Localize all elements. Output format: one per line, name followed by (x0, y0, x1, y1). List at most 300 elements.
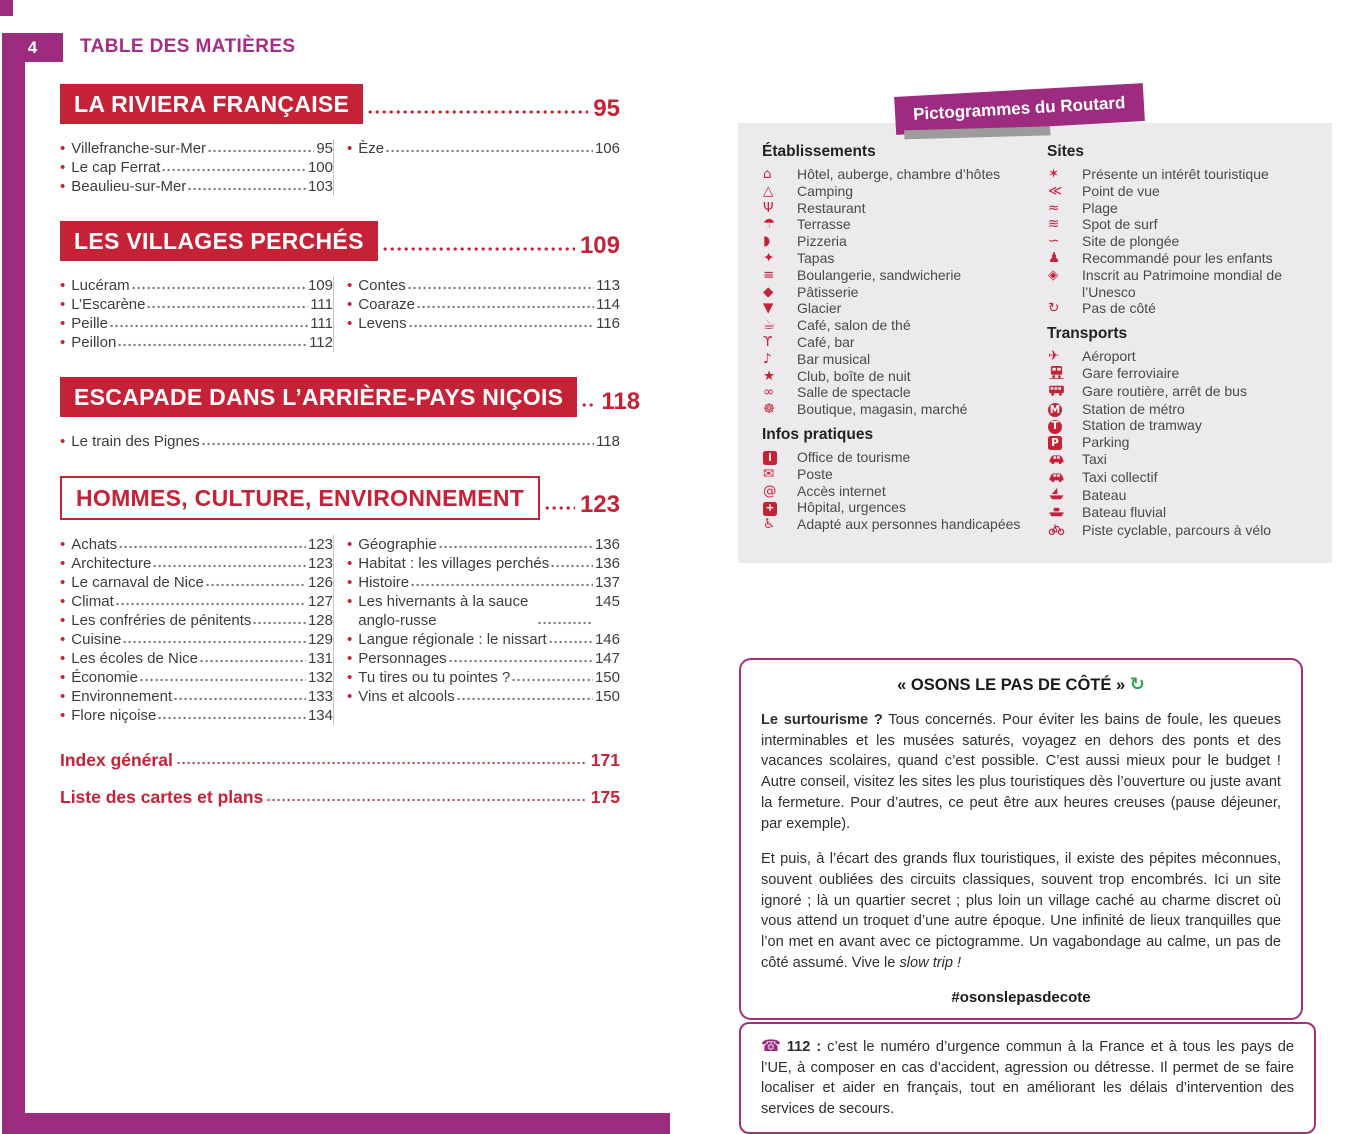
toc-entry-page: 132 (307, 669, 333, 686)
pictogram-row (762, 300, 1047, 317)
phone-icon: ☎ (761, 1036, 783, 1055)
toc-entry-label: Vins et alcools (358, 688, 455, 705)
toc-entry-page: 109 (307, 277, 333, 294)
bullet-icon: • (60, 669, 66, 686)
toc-section (60, 377, 641, 451)
page-number-box (2, 33, 63, 62)
pictogram-label: Gare routière, arrêt de bus (1082, 382, 1247, 399)
pictogram-row (762, 267, 1047, 284)
bullet-icon: • (60, 650, 66, 667)
pictogram-group-heading: Établissements (762, 143, 876, 160)
pictogram-row (1047, 250, 1317, 267)
bullet-icon: • (347, 140, 353, 157)
leader-dots (147, 304, 308, 310)
page-title: TABLE DES MATIÈRES (80, 36, 296, 57)
metro-icon (1047, 401, 1082, 418)
toc-entry-page: 95 (316, 140, 333, 157)
bullet-icon: • (60, 178, 66, 195)
pictogram-label: Point de vue (1082, 182, 1160, 199)
toc-section-page: 109 (579, 232, 620, 259)
bullet-icon: • (60, 631, 66, 648)
post-office-icon: ✉ (763, 465, 775, 482)
toc-entry-page: 136 (594, 536, 620, 553)
toc-entry (347, 554, 620, 573)
pictogram-row (762, 284, 1047, 301)
pictogram-label: Parking (1082, 434, 1130, 451)
toc-entry-page: 147 (594, 650, 620, 667)
leader-dots (449, 658, 593, 664)
leader-dots (162, 167, 305, 173)
pictogram-group-heading: Transports (1047, 325, 1128, 343)
bullet-icon: • (347, 536, 353, 553)
toc-entry-label: Le carnaval de Nice (71, 574, 204, 591)
bullet-icon: • (347, 631, 353, 648)
leader-dots (118, 342, 307, 348)
pictogram-label: Poste (797, 465, 833, 482)
pictogram-row (762, 401, 1047, 418)
pictogram-row (762, 466, 1047, 483)
pictogram-row (762, 250, 1047, 267)
toc-entry-label: Les écoles de Nice (71, 650, 199, 667)
wheelchair-icon: ♿ (763, 516, 776, 533)
toc-entry-label: Habitat : les villages perchés (358, 555, 550, 572)
toc-entry-page: 129 (307, 631, 333, 648)
pictogram-row (762, 166, 1047, 183)
leader-dots (408, 285, 594, 291)
hotel-icon: ⌂ (763, 166, 772, 182)
toc-entry-page: 116 (596, 315, 620, 332)
toc-section-page: 123 (579, 491, 620, 518)
bullet-icon: • (60, 159, 66, 176)
emergency-text: c’est le numéro d’urgence commun à la France et à tous les pays de l’UE, à composer en cas d’accident, agression ou détresse. Il permet de se faire localiser et aider en français, tout en améliorant les délais d’intervention des services de secours. (761, 1039, 1294, 1118)
pictogram-label: Club, boîte de nuit (797, 367, 911, 384)
pictograms-columns (738, 123, 1332, 540)
toc-entry-page: 134 (307, 707, 333, 724)
pictogram-row (1047, 365, 1317, 383)
camping-icon: △ (763, 182, 774, 199)
edge-color-bar (2, 33, 25, 1113)
pictogram-label: Pâtisserie (797, 283, 859, 300)
pictogram-label: Terrasse (797, 216, 851, 233)
leader-dots (140, 677, 306, 683)
bullet-icon: • (60, 555, 66, 572)
pictogram-label: Accès internet (797, 482, 886, 499)
toc-section (60, 84, 620, 196)
toc-entry-label: Architecture (71, 555, 152, 572)
toc-entry (347, 314, 620, 333)
train-station-icon (1048, 365, 1065, 379)
bullet-icon: • (60, 593, 66, 610)
hospital-icon: + (763, 502, 777, 516)
pictogram-row (762, 483, 1047, 500)
routard-interest-icon: ✶ (1048, 166, 1060, 182)
pictogram-row (1047, 166, 1317, 183)
osons-lead: Le surtourisme ? (761, 712, 883, 728)
leader-dots (439, 544, 593, 550)
bullet-icon: • (60, 277, 66, 294)
toc-section (60, 221, 620, 352)
toc-entry-page: 123 (307, 536, 333, 553)
leader-dots (132, 285, 306, 291)
toc-column (60, 276, 333, 352)
bike-icon (1047, 522, 1082, 540)
toc-entry (347, 592, 620, 630)
pictogram-label: Hôpital, urgences (797, 499, 906, 516)
music-bar-icon: ♪ (763, 350, 772, 367)
toc-entry-label: Environnement (71, 688, 173, 705)
pictogram-row (762, 233, 1047, 250)
pictogram-row (762, 200, 1047, 217)
shared-taxi-icon (1048, 469, 1065, 483)
tramway-icon: T (1048, 420, 1062, 434)
toc-footer-link (60, 787, 620, 808)
osons-title-text: « OSONS LE PAS DE CÔTÉ » (897, 676, 1126, 694)
unesco-icon: ◈ (1048, 266, 1059, 283)
toc-entry (60, 630, 333, 649)
osons-le-pas-de-cote-box (739, 658, 1303, 1020)
pictogram-label: Piste cyclable, parcours à vélo (1082, 522, 1272, 539)
toc-section-header (60, 377, 641, 417)
toc-entry-page: 137 (594, 574, 620, 591)
shop-icon: ☸ (763, 401, 776, 418)
bakery-icon: ≡ (763, 266, 775, 283)
toc-column (333, 276, 620, 352)
pictogram-row (1047, 417, 1317, 434)
pictogram-row (1047, 233, 1317, 250)
pictogram-row (1047, 216, 1317, 233)
leader-dots (174, 696, 306, 702)
toc-footer-link (60, 750, 620, 771)
bullet-icon: • (60, 688, 66, 705)
pictogram-label: Station de métro (1082, 400, 1185, 417)
kids-icon: ♟ (1048, 249, 1061, 266)
pas-de-cote-green-icon: ↻ (1129, 674, 1145, 695)
pictogram-row (1047, 200, 1317, 217)
parking-icon (1047, 434, 1082, 451)
pictogram-label: Tapas (797, 249, 835, 266)
toc-section-banner: HOMMES, CULTURE, ENVIRONNEMENT (60, 476, 540, 520)
bullet-icon: • (60, 140, 66, 157)
toc-entry-label: L’Escarène (71, 296, 146, 313)
leader-dots (208, 148, 314, 154)
leader-dots (253, 620, 306, 626)
toc-entry-label: Climat (71, 593, 114, 610)
viewpoint-icon: ≪ (1048, 182, 1063, 199)
airport-icon: ✈ (1048, 348, 1060, 365)
diving-icon: ∽ (1048, 233, 1060, 250)
toc-entry-label: Tu tires ou tu pointes ? (358, 669, 511, 686)
pictogram-row (762, 351, 1047, 368)
leader-dots (582, 401, 596, 409)
toc-column (333, 139, 620, 196)
ice-cream-icon: ▼ (763, 300, 774, 317)
osons-paragraph-2-text: Et puis, à l’écart des grands flux touristiques, il existe des pépites méconnues, souvent oubliées des circuits classiques, souvent trop encombrés. Ici un site ignoré ; là un quartier secret ; plus loin un village caché au charme discret où vous attend un troquet d’une autre époque. Une infinité de lieux tranquilles que l’on met en avant avec ce pictogramme. Un vagabondage au calme, un pas de côté assumé. Vive le (761, 851, 1281, 971)
toc-column (60, 535, 333, 725)
leader-dots (549, 639, 593, 645)
toc-entry-label: Cuisine (71, 631, 122, 648)
tramway-icon (1047, 417, 1082, 434)
toc-section-page: 118 (601, 388, 641, 415)
bus-station-icon (1048, 383, 1065, 397)
toc-entry (347, 295, 620, 314)
toc-columns (60, 535, 620, 725)
toc-entry (60, 177, 333, 196)
pictogram-row (762, 384, 1047, 401)
pictogram-row (1047, 267, 1317, 301)
toc-entry (347, 649, 620, 668)
toc-entry-label: Lucéram (71, 277, 130, 294)
pictogram-label: Boulangerie, sandwicherie (797, 266, 962, 283)
pictogram-label: Recommandé pour les enfants (1082, 249, 1273, 266)
bike-icon (1048, 522, 1065, 536)
pictogram-label: Bateau fluvial (1082, 504, 1167, 521)
toc-entry-label: Les confréries de pénitents (71, 612, 252, 629)
hospital-icon (762, 499, 797, 516)
toc-entry-label: Géographie (358, 536, 437, 553)
leader-dots (200, 658, 306, 664)
toc-entry-label: Achats (71, 536, 118, 553)
toc-entry (60, 687, 333, 706)
pictogram-label: Pizzeria (797, 233, 847, 250)
pictogram-row (1047, 348, 1317, 365)
leader-dots (110, 323, 308, 329)
terrace-icon: ☂ (763, 216, 776, 233)
pictogram-label: Présente un intérêt touristique (1082, 166, 1269, 182)
toc-entry-label: Villefranche-sur-Mer (71, 140, 207, 157)
toc-section-header (60, 84, 620, 124)
pictogram-row (762, 183, 1047, 200)
leader-dots (512, 677, 593, 683)
toc-entry (60, 276, 333, 295)
toc-entry (60, 649, 333, 668)
bullet-icon: • (60, 707, 66, 724)
toc-entry-label: Èze (358, 140, 385, 157)
leader-dots (409, 323, 594, 329)
toc-entry-page: 112 (309, 334, 333, 351)
pictogram-row (762, 317, 1047, 334)
pictogram-row (1047, 183, 1317, 200)
toc-column (333, 535, 620, 725)
pictogram-row (1047, 383, 1317, 401)
toc-entry-label: Peillon (71, 334, 117, 351)
toc-entry-page: 127 (307, 593, 333, 610)
pictogram-label: Bar musical (797, 350, 871, 367)
bullet-icon: • (347, 574, 353, 591)
leader-dots (383, 245, 575, 253)
pictogram-row (1047, 300, 1317, 317)
toc-columns (60, 139, 620, 196)
bullet-icon: • (60, 612, 66, 629)
toc-entry-label: Coaraze (358, 296, 415, 313)
toc-entry (60, 554, 333, 573)
river-boat-icon (1048, 504, 1065, 518)
toc-entry-label: Peille (71, 315, 108, 332)
bullet-icon: • (60, 334, 66, 351)
bus-station-icon (1047, 383, 1082, 401)
leader-dots (267, 797, 587, 803)
toc-entry-page: 145 (594, 593, 620, 610)
toc-entry (60, 295, 333, 314)
toc-entry-page: 150 (594, 669, 620, 686)
osons-title (761, 674, 1281, 695)
toc-entry-page: 136 (594, 555, 620, 572)
toc-entry (60, 314, 333, 333)
internet-icon: @ (763, 482, 777, 499)
leader-dots (158, 715, 306, 721)
pictogram-label: Pas de côté (1082, 300, 1156, 317)
bullet-icon: • (347, 315, 353, 332)
pictogram-label: Station de tramway (1082, 417, 1202, 434)
toc-entry-label: Levens (358, 315, 407, 332)
leader-dots (386, 148, 593, 154)
bullet-icon: • (60, 433, 66, 450)
pictogram-label: Plage (1082, 199, 1118, 216)
toc-entry-page: 111 (310, 296, 333, 313)
toc-entry (60, 333, 333, 352)
bullet-icon: • (347, 593, 353, 610)
train-station-icon (1047, 365, 1082, 383)
restaurant-icon: Ψ (763, 199, 774, 216)
toc-entry (347, 687, 620, 706)
taxi-icon (1048, 451, 1065, 465)
bottom-color-bar (2, 1113, 670, 1134)
toc-columns (60, 276, 620, 352)
parking-icon: P (1048, 436, 1062, 450)
pictogram-label: Café, bar (797, 333, 855, 350)
osons-hashtag: #osonslepasdecote (951, 988, 1091, 1006)
bullet-icon: • (60, 315, 66, 332)
metro-icon: M (1049, 403, 1061, 416)
pictogram-row (1047, 487, 1317, 505)
toc-entry (60, 535, 333, 554)
pictogram-row (1047, 469, 1317, 487)
tourist-office-icon (762, 449, 797, 466)
surf-icon: ≋ (1048, 216, 1060, 233)
corner-print-mark (0, 0, 13, 16)
pictogram-label: Restaurant (797, 199, 866, 216)
toc-section-page: 95 (593, 95, 620, 122)
toc-section (60, 476, 620, 725)
leader-dots (206, 582, 306, 588)
toc-section-banner: LA RIVIERA FRANÇAISE (60, 84, 363, 124)
table-of-contents (60, 84, 641, 824)
leader-dots (116, 601, 306, 607)
toc-entry (347, 535, 620, 554)
toc-footer-links (60, 750, 620, 808)
boat-icon (1048, 487, 1065, 501)
leader-dots (202, 441, 594, 447)
toc-entry (60, 432, 620, 451)
toc-entry-page: 123 (307, 555, 333, 572)
pictogram-label: Salle de spectacle (797, 384, 911, 401)
toc-entry-page: 133 (307, 688, 333, 705)
toc-entry-page: 113 (596, 277, 620, 294)
leader-dots (457, 696, 593, 702)
pictogram-label: Bateau (1082, 486, 1127, 503)
leader-dots (411, 582, 593, 588)
bullet-icon: • (60, 574, 66, 591)
pictogram-label: Adapté aux personnes handicapées (797, 516, 1021, 533)
toc-entry (60, 592, 333, 611)
toc-entry (60, 668, 333, 687)
toc-entry (60, 611, 333, 630)
osons-paragraph-1 (761, 710, 1281, 834)
leader-dots (153, 563, 306, 569)
toc-entry (347, 276, 620, 295)
toc-entry-page: 118 (596, 433, 620, 450)
toc-entry-label: Histoire (358, 574, 410, 591)
leader-dots (119, 544, 306, 550)
pictogram-column (762, 135, 1047, 540)
toc-entry (60, 139, 333, 158)
emergency-112-box (739, 1022, 1316, 1134)
toc-entry-page: 150 (594, 688, 620, 705)
toc-entry-label: Le cap Ferrat (71, 159, 161, 176)
pictogram-row (1047, 504, 1317, 522)
pastry-icon: ◆ (763, 283, 774, 300)
toc-entry-page: 100 (307, 159, 333, 176)
pictogram-label: Boutique, magasin, marché (797, 401, 968, 418)
toc-entry-page: 131 (307, 650, 333, 667)
pictogram-label: Inscrit au Patrimoine mondial de l’Unesco (1082, 266, 1282, 300)
toc-entry (60, 573, 333, 592)
toc-footer-label: Liste des cartes et plans (60, 787, 264, 807)
toc-column (60, 432, 620, 451)
leader-dots (368, 108, 588, 116)
pictograms-title: Pictogrammes du Routard (912, 93, 1126, 124)
leader-dots (417, 304, 594, 310)
leader-dots (538, 620, 593, 626)
toc-columns (60, 432, 620, 451)
boat-icon (1047, 487, 1082, 505)
pictogram-row (762, 368, 1047, 385)
page-number: 4 (27, 37, 38, 57)
toc-entry-label: Langue régionale : le nissart (358, 631, 547, 648)
taxi-icon (1047, 451, 1082, 469)
leader-dots (123, 639, 306, 645)
pictogram-row (1047, 434, 1317, 451)
leader-dots (551, 563, 593, 569)
toc-entry-label: Contes (358, 277, 406, 294)
toc-entry-page: 146 (594, 631, 620, 648)
toc-entry-page: 103 (307, 178, 333, 195)
leader-dots (177, 760, 587, 766)
toc-entry (347, 573, 620, 592)
toc-entry-page: 106 (594, 140, 620, 157)
pictogram-group-heading: Infos pratiques (762, 425, 874, 443)
pictogram-row (1047, 451, 1317, 469)
pictogram-column (1047, 135, 1317, 540)
cafe-tea-icon: ☕ (763, 317, 776, 334)
toc-section-header (60, 476, 620, 520)
bullet-icon: • (347, 669, 353, 686)
pictograms-panel (738, 123, 1332, 563)
pictogram-label: Spot de surf (1082, 216, 1158, 233)
toc-entry-page: 128 (307, 612, 333, 629)
pictogram-label: Hôtel, auberge, chambre d’hôtes (797, 166, 1001, 182)
toc-section-banner: ESCAPADE DANS L’ARRIÈRE-PAYS NIÇOIS (60, 377, 577, 417)
pictogram-label: Café, salon de thé (797, 317, 911, 334)
nightclub-icon: ★ (763, 367, 776, 384)
tapas-icon: ✦ (763, 249, 775, 266)
pictogram-row (762, 516, 1047, 533)
bullet-icon: • (347, 555, 353, 572)
pictogram-row (762, 499, 1047, 516)
pictogram-row (762, 334, 1047, 351)
toc-footer-page: 171 (590, 750, 620, 770)
toc-footer-page: 175 (590, 787, 620, 807)
pictogram-label: Camping (797, 182, 854, 199)
